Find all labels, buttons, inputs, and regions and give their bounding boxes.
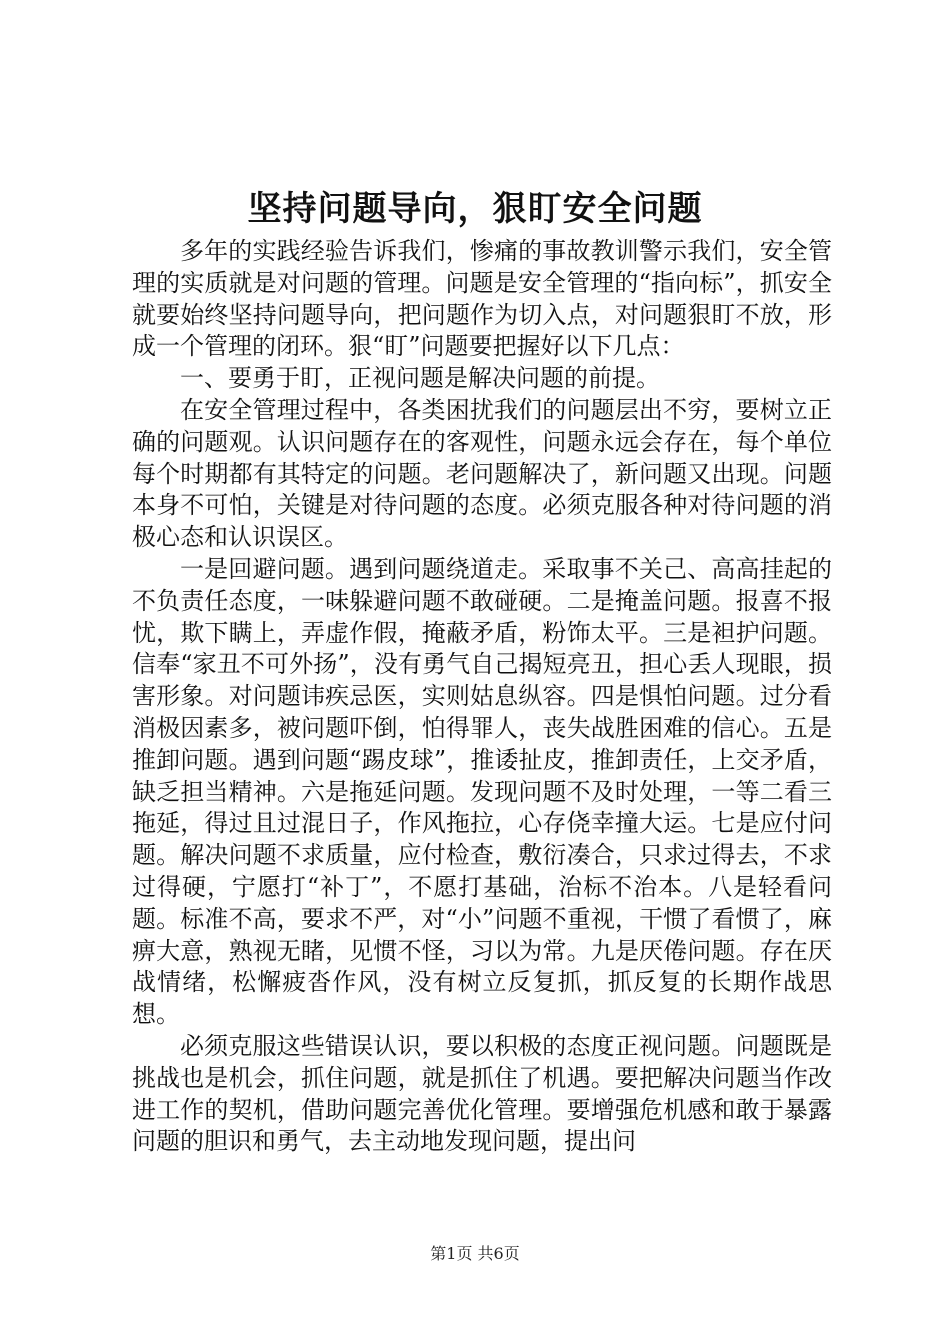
paragraph-section-heading: 一、要勇于盯，正视问题是解决问题的前提。	[180, 364, 660, 393]
document-body	[132, 236, 832, 1158]
paragraph-problem-view: 在安全管理过程中，各类困扰我们的问题层出不穷，要树立正确的问题观。认识问题存在的客观性，问题永远会存在，每个单位每个时期都有其特定的问题。老问题解决了，新问题又出现。问题本身不可怕，关键是对待问题的态度。必须克服各种对待问题的消极心态和认识误区。	[132, 395, 832, 552]
paragraph-intro: 多年的实践经验告诉我们，惨痛的事故教训警示我们，安全管理的实质就是对问题的管理。问题是安全管理的“指向标”，抓安全就要始终坚持问题导向，把问题作为切入点，对问题狠盯不放，形成一个管理的闭环。狠“盯”问题要把握好以下几点：	[132, 237, 832, 361]
page-number-footer: 第1页 共6页	[430, 1244, 520, 1263]
document-title: 坚持问题导向，狠盯安全问题	[247, 189, 703, 229]
paragraph-misconceptions: 一是回避问题。遇到问题绕道走。采取事不关己、高高挂起的不负责任态度，一味躲避问题不敢碰硬。二是掩盖问题。报喜不报忧，欺下瞒上，弄虚作假，掩蔽矛盾，粉饰太平。三是袒护问题。信奉“家丑不可外扬”，没有勇气自己揭短亮丑，担心丢人现眼，损害形象。对问题讳疾忌医，实则姑息纵容。四是惧怕问题。过分看消极因素多，被问题吓倒，怕得罪人，丧失战胜困难的信心。五是推卸问题。遇到问题“踢皮球”，推诿扯皮，推卸责任，上交矛盾，缺乏担当精神。六是拖延问题。发现问题不及时处理，一等二看三拖延，得过且过混日子，作风拖拉，心存侥幸撞大运。七是应付问题。解决问题不求质量，应付检查，敷衍凑合，只求过得去，不求过得硬，宁愿打“补丁”，不愿打基础，治标不治本。八是轻看问题。标准不高，要求不严，对“小”问题不重视，干惯了看惯了，麻痹大意，熟视无睹，见惯不怪，习以为常。九是厌倦问题。存在厌战情绪，松懈疲沓作风，没有树立反复抓，抓反复的长期作战思想。	[132, 554, 832, 1029]
paragraph-face-problems: 必须克服这些错误认识，要以积极的态度正视问题。问题既是挑战也是机会，抓住问题，就是抓住了机遇。要把解决问题当作改进工作的契机，借助问题完善优化管理。要增强危机感和敢于暴露问题的胆识和勇气，去主动地发现问题，提出问	[132, 1031, 832, 1156]
